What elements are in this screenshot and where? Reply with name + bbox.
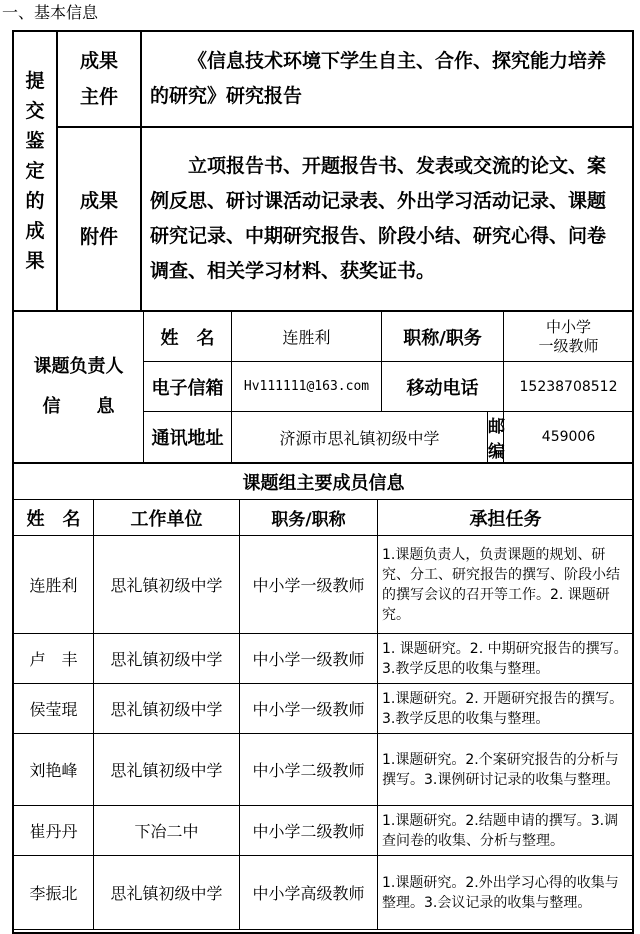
- member-title: 中小学高级教师: [240, 856, 378, 930]
- attachment-text: 立项报告书、开题报告书、发表或交流的论文、案例反思、研讨课活动记录表、外出学习活动记录、课题研究记录、中期研究报告、阶段小结、研究心得、问卷调查、相关学习材料、获奖证书。: [141, 127, 633, 311]
- members-header-title: 职务/职称: [240, 500, 378, 536]
- member-task: 1. 课题研究。2. 中期研究报告的撰写。3.教学反思的收集与整理。: [378, 634, 634, 684]
- member-unit: 思礼镇初级中学: [94, 684, 240, 734]
- table-row: [14, 806, 634, 856]
- member-title: 中小学二级教师: [240, 734, 378, 806]
- member-task: 1.课题研究。2.外出学习心得的收集与整理。3.会议记录的收集与整理。: [378, 856, 634, 930]
- members-header-name: 姓 名: [14, 500, 94, 536]
- member-name: 连胜利: [14, 536, 94, 634]
- member-name: 李振北: [14, 856, 94, 930]
- email-value: Hv111111@163.com: [232, 362, 382, 412]
- member-title: 中小学一级教师: [240, 684, 378, 734]
- member-task: 1.课题研究。2.个案研究报告的分析与撰写。3.课例研讨记录的收集与整理。: [378, 734, 634, 806]
- member-name: 崔丹丹: [14, 806, 94, 856]
- member-title: 中小学一级教师: [240, 634, 378, 684]
- title-value: 中小学 一级教师: [504, 312, 634, 362]
- member-name: 卢 丰: [14, 634, 94, 684]
- member-task: 1.课题研究。2.结题申请的撰写。3.调查问卷的收集、分析与整理。: [378, 806, 634, 856]
- mobile-value: 15238708512: [504, 362, 634, 412]
- name-value: 连胜利: [232, 312, 382, 362]
- table-row: [14, 734, 634, 806]
- submit-side-label: 提 交 鉴 定 的 成 果: [13, 31, 57, 311]
- member-title: 中小学二级教师: [240, 806, 378, 856]
- leader-label: 课题负责人 信 息: [14, 312, 144, 463]
- table-row: [14, 536, 634, 634]
- zip-value: 459006: [504, 412, 634, 463]
- main-work-text: 《信息技术环境下学生自主、合作、探究能力培养的研究》研究报告: [141, 31, 633, 127]
- email-label: 电子信箱: [144, 362, 232, 412]
- main-work-label: 成果 主件: [57, 31, 141, 127]
- table-row: [14, 634, 634, 684]
- member-title: 中小学一级教师: [240, 536, 378, 634]
- leader-info-table: [13, 311, 634, 463]
- table-row: [14, 856, 634, 930]
- members-title: 课题组主要成员信息: [14, 464, 634, 500]
- members-table: [13, 463, 634, 930]
- members-header-unit: 工作单位: [94, 500, 240, 536]
- basic-info-table: [12, 30, 634, 934]
- member-task: 1.课题负责人，负责课题的规划、研究、分工、研究报告的撰写、阶段小结的撰写会议的召开等工作。2. 课题研究。: [378, 536, 634, 634]
- member-unit: 思礼镇初级中学: [94, 856, 240, 930]
- mobile-label: 移动电话: [382, 362, 504, 412]
- member-unit: 思礼镇初级中学: [94, 536, 240, 634]
- members-header-task: 承担任务: [378, 500, 634, 536]
- member-task: 1.课题研究。2. 开题研究报告的撰写。3.教学反思的收集与整理。: [378, 684, 634, 734]
- address-value: 济源市思礼镇初级中学: [232, 412, 488, 463]
- section-title: 一、基本信息: [2, 3, 99, 22]
- attachment-label: 成果 附件: [57, 127, 141, 311]
- member-unit: 下冶二中: [94, 806, 240, 856]
- zip-label: 邮编: [488, 412, 504, 463]
- member-unit: 思礼镇初级中学: [94, 634, 240, 684]
- address-label: 通讯地址: [144, 412, 232, 463]
- member-name: 刘艳峰: [14, 734, 94, 806]
- table-row: [14, 684, 634, 734]
- member-unit: 思礼镇初级中学: [94, 734, 240, 806]
- title-label: 职称/职务: [382, 312, 504, 362]
- name-label: 姓 名: [144, 312, 232, 362]
- member-name: 侯莹琨: [14, 684, 94, 734]
